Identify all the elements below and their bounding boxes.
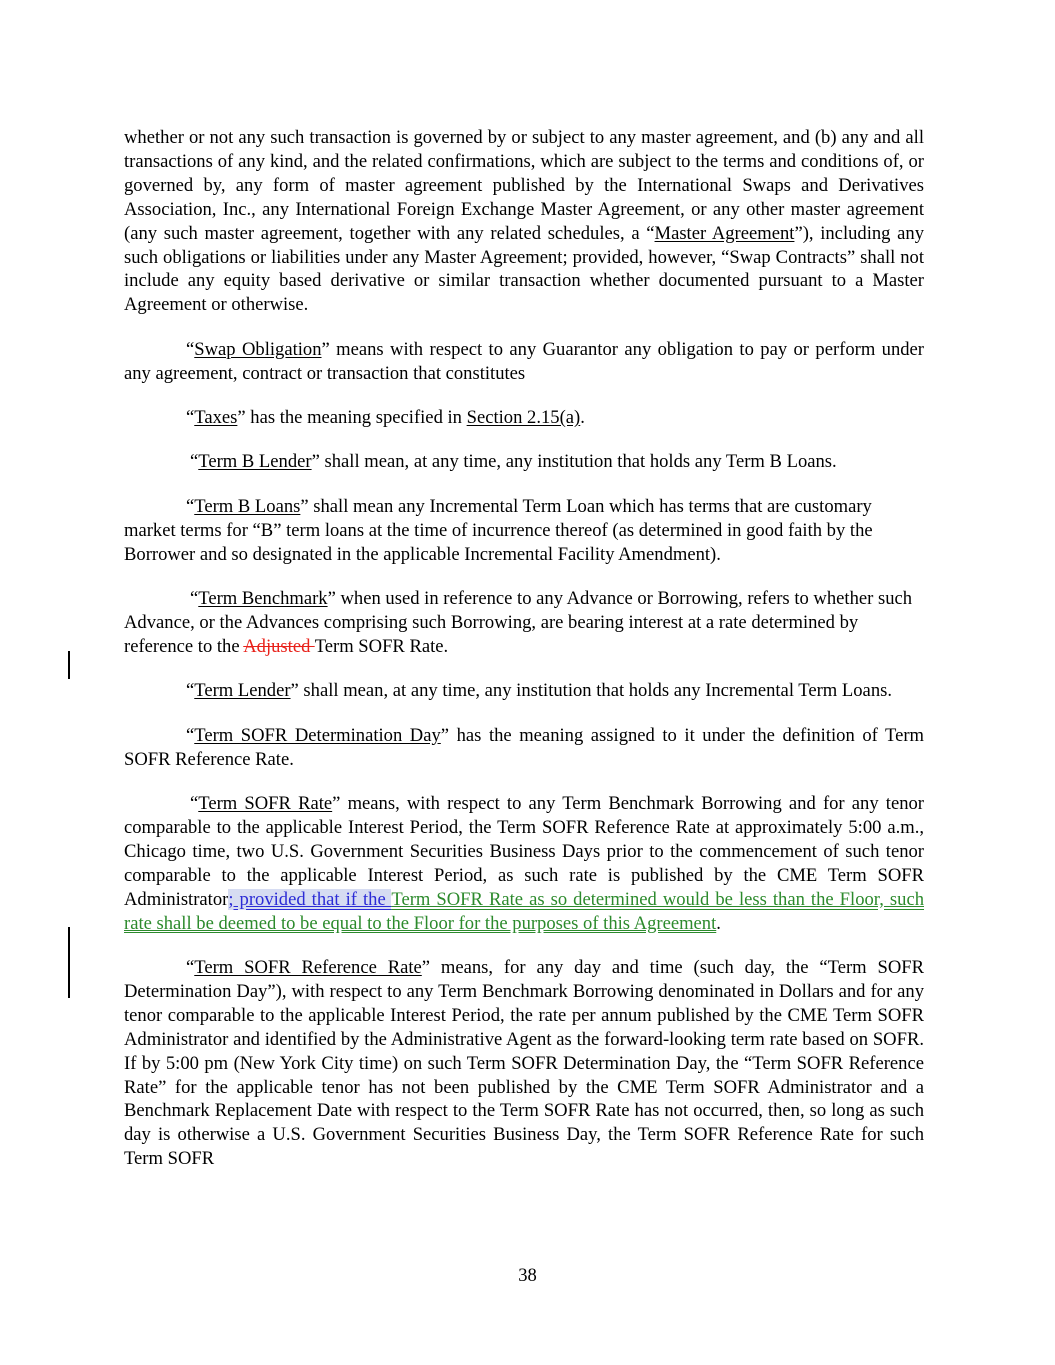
definition-term-benchmark <box>124 587 924 659</box>
definition-taxes <box>124 406 924 430</box>
section-reference: Section 2.15(a) <box>466 407 581 429</box>
definition-text-end: Term SOFR Rate. <box>314 635 449 657</box>
paragraph-swap-contracts-continued <box>124 126 924 317</box>
definition-term-sofr-reference-rate <box>124 956 924 1171</box>
open-quote: “ <box>190 793 199 815</box>
page-number: 38 <box>518 1265 537 1286</box>
definition-term-sofr-determination-day <box>124 724 924 772</box>
open-quote: “ <box>186 680 195 702</box>
definition-text: ” means, for any day and time (such day, the “Term SOFR Determination Day”), with respect to any Term Benchmark Borrowing denominated in Dollars and for any tenor comparable to the applicable Interest Period, the rate per annum published by the CME Term SOFR Administrator and identified by the Administrative Agent as the forward-looking term rate based on SOFR. If by 5:00 pm (New York City time) on such Term SOFR Determination Day, the “Term SOFR Reference Rate” for the applicable tenor has not been published by the CME Term SOFR Administrator and a Benchmark Replacement Date with respect to the Term SOFR Rate has not occurred, then, so long as such day is otherwise a U.S. Government Securities Business Day, the Term SOFR Reference Rate for such Term SOFR <box>124 956 925 1170</box>
change-bar-term-benchmark <box>68 651 70 679</box>
definition-term-lender <box>124 679 924 703</box>
defined-term-term-lender: Term Lender <box>194 680 291 702</box>
inserted-text-moved: ; provided that if the <box>228 888 392 910</box>
definition-text: ” shall mean, at any time, any institution that holds any Incremental Term Loans. <box>290 680 892 702</box>
open-quote: “ <box>186 338 195 360</box>
defined-term-term-benchmark: Term Benchmark <box>198 588 328 610</box>
definition-text: ” means, with respect to any Term Benchmark Borrowing and for any tenor comparable to the applicable Interest Period, the Term SOFR Reference Rate at approximately 5:00 a.m., Chicago time, two U.S. Government Securities Business Days prior to the commencement of such tenor comparable to the applicable Interest Period, as such rate is published by the CME Term SOFR Administrator <box>124 793 924 910</box>
definition-term-sofr-rate <box>124 792 924 935</box>
deleted-text: Adjusted <box>243 635 315 657</box>
paragraph-text: whether or not any such transaction is governed by or subject to any master agreement, and (b) any and all transactions of any kind, and the related confirmations, which are subject to the terms and conditions of, or governed by, any form of master agreement published by the International Swaps and Derivatives Association, Inc., any International Foreign Exchange Master Agreement, or any other master agreement (any such master agreement, together with any related schedules, a “ <box>124 127 924 244</box>
definition-swap-obligation <box>124 338 924 386</box>
defined-term-term-sofr-determination-day: Term SOFR Determination Day <box>194 724 441 746</box>
definition-term-b-lender <box>124 450 924 474</box>
change-bar-term-sofr-rate <box>68 927 70 998</box>
paragraph-text: ”), including any such obligations or liabilities under any Master Agreement; provided, however, “Swap Contracts” shall not include any equity based derivative or similar transaction whether documented pursuant to a Master Agreement or otherwise. <box>124 222 924 316</box>
defined-term-master-agreement: Master Agreement <box>654 222 795 244</box>
open-quote: “ <box>186 956 195 978</box>
open-quote: “ <box>186 495 195 517</box>
definition-text: ” when used in reference to any Advance or Borrowing, refers to whether such Advance, or the Advances comprising such Borrowing, are bearing interest at a rate determined by reference to the <box>124 588 913 657</box>
definition-text: ” has the meaning specified in <box>237 407 467 429</box>
open-quote: “ <box>186 724 195 746</box>
open-quote: “ <box>190 451 199 473</box>
definition-text: ” has the meaning assigned to it under the definition of Term SOFR Reference Rate. <box>124 724 924 770</box>
defined-term-term-b-loans: Term B Loans <box>194 495 301 517</box>
definition-term-b-loans <box>124 495 924 567</box>
period: . <box>580 407 585 429</box>
defined-term-taxes: Taxes <box>194 407 238 429</box>
definition-text: ” means with respect to any Guarantor any obligation to pay or perform under any agreement, contract or transaction that constitutes <box>124 338 925 384</box>
definition-text: ” shall mean, at any time, any institution that holds any Term B Loans. <box>311 451 837 473</box>
definition-text: ” shall mean any Incremental Term Loan which has terms that are customary market terms for “B” term loans at the time of incurrence thereof (as determined in good faith by the Borrower and so designated in the applicable Incremental Facility Amendment). <box>124 495 873 565</box>
page-body <box>124 126 924 1192</box>
defined-term-term-b-lender: Term B Lender <box>198 451 312 473</box>
defined-term-swap-obligation: Swap Obligation <box>194 338 322 360</box>
open-quote: “ <box>186 407 195 429</box>
period: . <box>716 912 721 934</box>
inserted-text: Term SOFR Rate as so determined would be less than the Floor, such rate shall be deemed to be equal to the Floor for the purposes of this Agreement <box>124 888 925 934</box>
defined-term-term-sofr-reference-rate: Term SOFR Reference Rate <box>194 956 422 978</box>
defined-term-term-sofr-rate: Term SOFR Rate <box>198 793 333 815</box>
open-quote: “ <box>190 588 199 610</box>
